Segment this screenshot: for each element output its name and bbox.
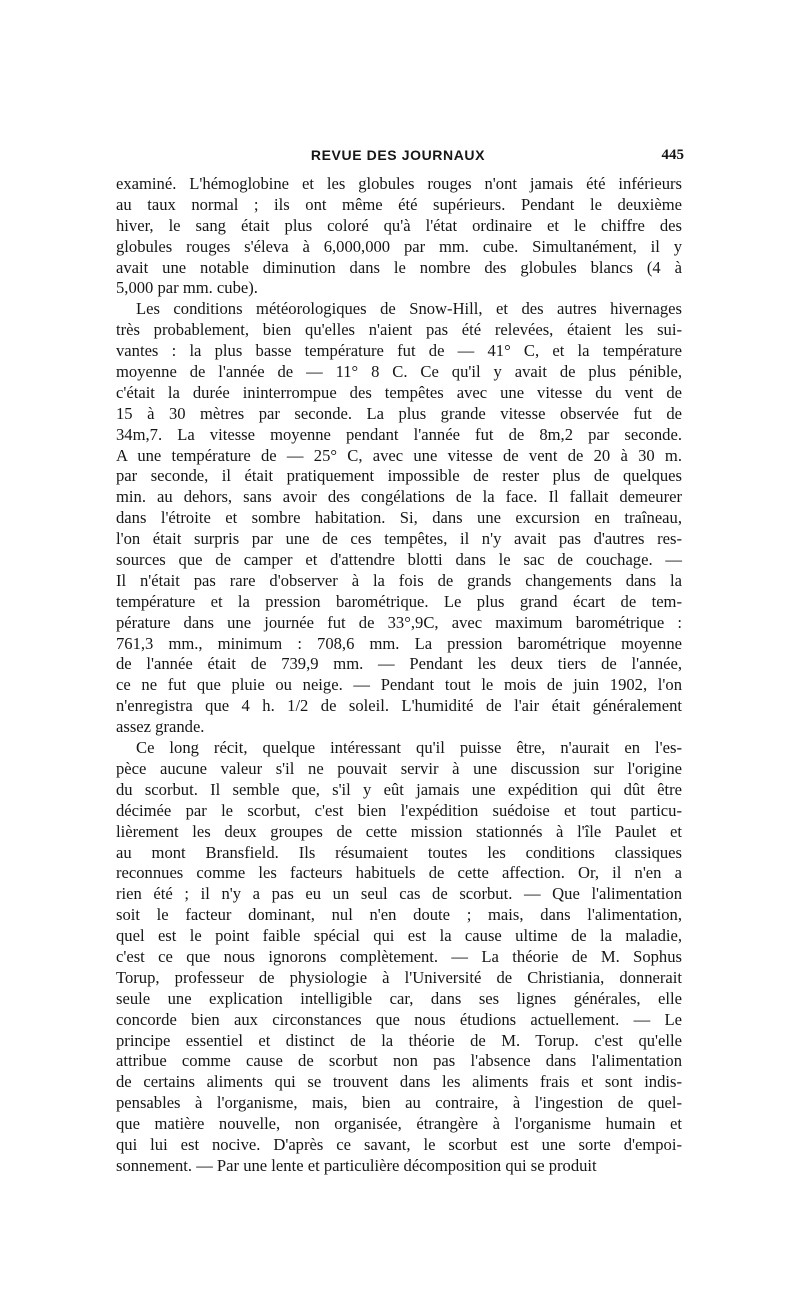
text-line: avait une notable diminution dans le nombre des globules blancs (4 à xyxy=(116,257,682,277)
text-line: reconnues comme les facteurs habituels de cette affection. Or, il n'en a xyxy=(116,863,682,883)
text-line: examiné. L'hémoglobine et les globules rouges n'ont jamais été inférieurs xyxy=(116,174,682,193)
text-line: soit le facteur dominant, nul n'en doute ; mais, dans l'alimentation, xyxy=(116,905,682,925)
text-line: rien été ; il n'y a pas eu un seul cas de scorbut. — Que l'alimentation xyxy=(116,884,682,904)
text-line: pensables à l'organisme, mais, bien au contraire, à l'ingestion de quel- xyxy=(116,1093,682,1113)
text-line: l'on était surpris par une de ces tempêtes, il n'y avait pas d'autres res- xyxy=(116,529,682,549)
text-line: sonnement. — Par une lente et particulière décomposition qui se produit xyxy=(116,1155,597,1175)
text-line: dans l'étroite et sombre habitation. Si, dans une excursion en traîneau, xyxy=(116,508,682,528)
text-line: Les conditions météorologiques de Snow-Hill, et des autres hivernages xyxy=(136,299,682,319)
text-line: très probablement, bien qu'elles n'aient pas été relevées, étaient les sui- xyxy=(116,320,682,340)
text-line: c'était la durée ininterrompue des tempêtes avec une vitesse du vent de xyxy=(116,382,682,402)
text-line: 761,3 mm., minimum : 708,6 mm. La pression barométrique moyenne xyxy=(116,633,682,653)
text-line: attribue comme cause de scorbut non pas l'absence dans l'alimentation xyxy=(116,1051,682,1071)
text-line: c'est ce que nous ignorons complètement. — La théorie de M. Sophus xyxy=(116,946,682,966)
text-line: Ce long récit, quelque intéressant qu'il puisse être, n'aurait en l'es- xyxy=(136,738,682,758)
text-line: seule une explication intelligible car, dans ses lignes générales, elle xyxy=(116,988,682,1008)
paragraph-scurvy-theory xyxy=(116,738,682,1177)
text-line: globules rouges s'éleva à 6,000,000 par mm. cube. Simultanément, il y xyxy=(116,236,682,256)
text-line: quel est le point faible spécial qui est la cause ultime de la maladie, xyxy=(116,926,682,946)
text-line: du scorbut. Il semble que, s'il y eût jamais une expédition qui dût être xyxy=(116,779,682,799)
text-line: concorde bien aux circonstances que nous étudions actuellement. — Le xyxy=(116,1009,682,1029)
text-line: min. au dehors, sans avoir des congélations de la face. Il fallait demeurer xyxy=(116,487,682,507)
text-line: principe essentiel et distinct de la théorie de M. Torup. c'est qu'elle xyxy=(116,1030,682,1050)
body-text xyxy=(116,174,682,1177)
page-number: 445 xyxy=(661,147,684,163)
text-line: par seconde, il était pratiquement impossible de rester plus de quelques xyxy=(116,466,682,486)
text-line: de certains aliments qui se trouvent dans les aliments frais et sont indis- xyxy=(116,1072,682,1092)
text-line: 15 à 30 mètres par seconde. La plus grande vitesse observée fut de xyxy=(116,403,682,423)
text-line: décimée par le scorbut, c'est bien l'expédition suédoise et tout particu- xyxy=(116,800,682,820)
text-line: pérature dans une journée fut de 33°,9C, avec maximum barométrique : xyxy=(116,612,682,632)
text-line: Il n'était pas rare d'observer à la fois de grands changements dans la xyxy=(116,570,682,590)
text-line: hiver, le sang était plus coloré qu'à l'état ordinaire et le chiffre des xyxy=(116,215,682,235)
text-line: de l'année était de 739,9 mm. — Pendant les deux tiers de l'année, xyxy=(116,654,682,674)
text-line: A une température de — 25° C, avec une vitesse de vent de 20 à 30 m. xyxy=(116,445,682,465)
text-line: n'enregistra que 4 h. 1/2 de soleil. L'humidité de l'air était généralement xyxy=(116,696,682,716)
paragraph-hemoglobin xyxy=(116,174,682,299)
text-line: pèce aucune valeur s'il ne pouvait servir à une discussion sur l'origine xyxy=(116,758,682,778)
paragraph-meteorology xyxy=(116,299,682,738)
text-line: assez grande. xyxy=(116,717,205,737)
text-line: température et la pression barométrique. Le plus grand écart de tem- xyxy=(116,591,682,611)
text-line: qui lui est nocive. D'après ce savant, le scorbut est une sorte d'empoi- xyxy=(116,1134,682,1154)
text-line: moyenne de l'année de — 11° 8 C. Ce qu'il y avait de plus pénible, xyxy=(116,362,682,382)
text-line: au mont Bransfield. Ils résumaient toutes les conditions classiques xyxy=(116,842,682,862)
text-line: ce ne fut que pluie ou neige. — Pendant tout le mois de juin 1902, l'on xyxy=(116,675,682,695)
text-line: Torup, professeur de physiologie à l'Université de Christiania, donnerait xyxy=(116,967,682,987)
text-line: que matière nouvelle, non organisée, étrangère à l'organisme humain et xyxy=(116,1114,682,1134)
text-line: au taux normal ; ils ont même été supérieurs. Pendant le deuxième xyxy=(116,194,682,214)
text-line: 5,000 par mm. cube). xyxy=(116,278,258,298)
text-line: vantes : la plus basse température fut de — 41° C, et la température xyxy=(116,341,682,361)
page-header xyxy=(112,145,684,169)
text-line: 34m,7. La vitesse moyenne pendant l'année fut de 8m,2 par seconde. xyxy=(116,424,682,444)
running-title: REVUE DES JOURNAUX xyxy=(310,147,486,163)
text-line: lièrement les deux groupes de cette mission stationnés à l'île Paulet et xyxy=(116,821,682,841)
text-line: sources que de camper et d'attendre blotti dans le sac de couchage. — xyxy=(116,550,682,570)
